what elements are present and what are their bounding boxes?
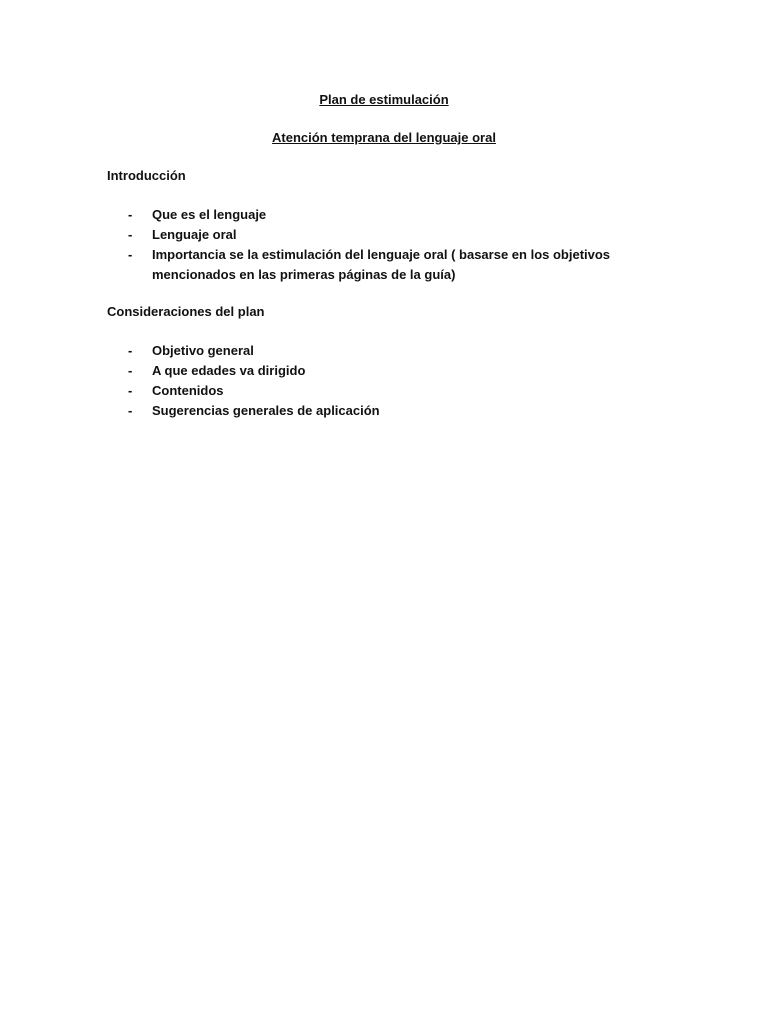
list-item-text: A que edades va dirigido [152, 363, 306, 378]
list-item-text: Sugerencias generales de aplicación [152, 403, 380, 418]
list-item [107, 225, 667, 245]
bullet-dash: - [128, 227, 133, 242]
bullet-dash: - [128, 363, 133, 378]
list-item-text: Que es el lenguaje [152, 207, 267, 222]
list-item-text: Lenguaje oral [152, 227, 237, 242]
document-subtitle: Atención temprana del lenguaje oral [272, 130, 496, 145]
list-item-text: Importancia se la estimulación del lenguaje oral ( basarse en los objetivos mencionados en las primeras páginas de la guía) [152, 247, 611, 282]
list-item [107, 401, 667, 421]
bullet-dash: - [128, 207, 133, 222]
list-item [107, 245, 667, 285]
section-heading-introduccion: Introducción [107, 168, 186, 183]
consideraciones-list [107, 341, 667, 421]
list-item [107, 205, 667, 225]
list-item [107, 341, 667, 361]
introduccion-list [107, 205, 667, 285]
document-title: Plan de estimulación [319, 92, 449, 107]
bullet-dash: - [128, 383, 133, 398]
list-item-text: Objetivo general [152, 343, 254, 358]
list-item-text: Contenidos [152, 383, 224, 398]
list-item [107, 361, 667, 381]
bullet-dash: - [128, 247, 133, 262]
bullet-dash: - [128, 343, 133, 358]
section-heading-consideraciones: Consideraciones del plan [107, 304, 265, 319]
bullet-dash: - [128, 403, 133, 418]
list-item [107, 381, 667, 401]
